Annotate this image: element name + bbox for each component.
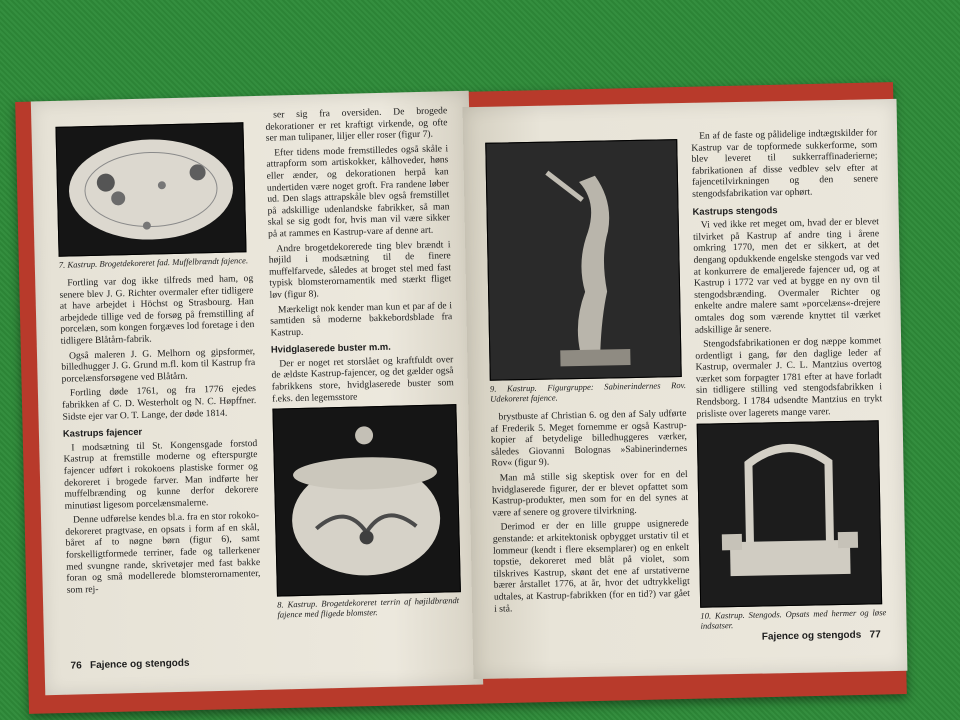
figure-8-terrine-photo — [272, 404, 461, 596]
right-column-1 — [485, 139, 690, 618]
section-heading-buster: Hvidglaserede buster m.m. — [270, 341, 391, 355]
left-column-1 — [55, 122, 260, 599]
right-page-footer — [762, 629, 881, 642]
paragraph: Stengodsfabrikationen er dog næppe kommet ordentligt i gang, før den daglige leder af Kastrup, overmaler J. C. L. Mantzius overtog værket som forpagter 1781 efter at have forladt sin tidligere stilling ved stengodsfabrikken i Rendsborg. I 1784 udsendte Mantzius en trykt prisliste over lagerets mange varer. — [695, 335, 883, 420]
paragraph: Efter tidens mode fremstilledes også skåle i attrapform som artiskokker, kålhoveder, høns eller ænder, og dekorationen herpå kan undertiden være noget groft. Fra randene løber ud. Den slags attrapskåle blev også fremstillet på adskillige udenlandske fabrikker, så man skal se sig godt for, hvis man vil være sikker på at rammes en Kastrup-vare af denne art. — [266, 143, 450, 240]
right-page — [463, 99, 908, 679]
paragraph: brystbuste af Christian 6. og den af Saly udførte af Frederik 5. Meget fornemme er også Kastrup-kopier af betydelige billedhuggeres værker, således Giovanni Bolognas »Sabinerindernes Rov« (figur 9). — [490, 407, 688, 470]
paragraph: Mærkeligt nok kender man kun et par af de i samtiden så moderne bakkebordsblade fra Kastrup. — [270, 299, 453, 339]
figure-9-sculpture-photo — [485, 139, 682, 381]
left-page — [31, 91, 483, 696]
running-title: Fajence og stengods — [89, 657, 190, 672]
paragraph: I modsætning til St. Kongensgade forstod Kastrup at fremstille moderne og efterspurgte fajencer udført i rokokoens plastiske former og dekoreret i brogede farver. Man indførte her muffelbrænding og kunne derfor dekorere minutiøst ligesom porcelænsmalerne. — [63, 437, 259, 512]
paragraph: Der er noget ret storslået og kraftfuldt over de ældste Kastrup-fajencer, og det gælder også fabrikkens store, hvidglaserede buster som f.eks. den legemsstore — [271, 354, 454, 405]
paragraph: Andre brogetdekorerede ting blev brændt i højild i modsætning til de finere muffelfarvede, således at broget stel med fast typisk blomsterornamentik med stærkt fliget løv (figur 8). — [268, 238, 452, 301]
page-number: 77 — [869, 629, 881, 641]
paragraph: Også maleren J. G. Melhorn og gipsformer, billedhugger J. G. Grund m.fl. kom til Kastrup fra porcelænsforsøgene ved Blåtårn. — [61, 345, 256, 385]
section-heading-stengods: Kastrups stengods — [692, 203, 778, 217]
page-number: 76 — [70, 660, 82, 672]
paragraph: Derimod er der en lille gruppe usignerede genstande: et arkitektonisk opbygget urstativ til et lommeur (kendt i flere eksemplarer) og en enkelt topstie, dekoreret med blåt på violet, som tilskrives Kastrup, skønt det ene af urstativerne bærer årstallet 1776, at år, hvor det udtrykkeligt udtales, at Kastrup-fabrikken (for en tid?) var gået i stå. — [492, 518, 691, 615]
left-column-2 — [265, 105, 460, 628]
figure-8-caption: 8. Kastrup. Brogetdekoreret terrin af højildbrændt fajence med fligede blomster. — [277, 595, 460, 620]
figure-10-caption: 10. Kastrup. Stengods. Opsats med hermer og løse indsatser. — [700, 607, 887, 631]
right-column-2 — [691, 127, 887, 639]
figure-9-caption: 9. Kastrup. Figurgruppe: Sabinerindernes Rov. Udekoreret fajence. — [489, 379, 687, 404]
paragraph: En af de faste og pålidelige indtægtskilder for Kastrup var de topformede sukkerforme, som blev leveret til sukkerraffinaderierne; fabrikationen af disse vedblev selv efter at fajencetilvirkningen og den senere stengodsfabrikation var ophørt. — [691, 127, 879, 200]
paragraph: Vi ved ikke ret meget om, hvad der er blevet tilvirket på Kastrup af andre ting i årene omkring 1770, men det er sikkert, at det dengang opdukkende engelske stengods var ved at konkurrere de emaljerede fajencer ud, og at Kastrup i 1772 var ved at bygge en ny ovn til stengodsbrænding. Overmaler Richter og enkelte andre malere samt »porcelæns«-drejere omtales dog som værende knyttet til værket adskillige år senere. — [692, 216, 881, 336]
section-heading-fajencer: Kastrups fajencer — [62, 425, 143, 439]
paragraph: ser sig fra oversiden. De brogede dekorationer er ret kraftigt virkende, og ofte ser man tulipaner, liljer eller roser (figur 7). — [265, 105, 448, 144]
paragraph: Denne udførelse kendes bl.a. fra en stor rokoko-dekoreret pragtvase, en opsats i form af en skål, båret af to nøgne børn (figur 6), samt forskelligtformede terriner, fade og tallerkener med svungne rande, skrivetøjer med fast bakke foran og små modellerede blomsterornamenter, som rej- — [65, 510, 261, 596]
figure-7-platter-photo — [55, 122, 246, 257]
running-title: Fajence og stengods — [761, 629, 862, 643]
paragraph: Fortling var dog ikke tilfreds med ham, og senere blev J. G. Richter overmaler efter tidligere at have arbejdet i Höchst og Strasbourg. Han arbejdede tillige ved de forsøg på fremstilling af porcelæn, som kongen forgæves lod foretage i den tidligere Blåtårn-fabrik. — [59, 273, 255, 347]
paragraph: Man må stille sig skeptisk over for en del hvidglaserede figurer, der er blevet opfattet som Kastrup-produkter, men som for en del synes at være af senere og grovere tilvirkning. — [491, 468, 689, 519]
figure-7-caption: 7. Kastrup. Brogetdekoreret fad. Muffelbrændt fajence. — [58, 255, 249, 270]
left-page-footer — [70, 658, 189, 672]
paragraph: Fortling døde 1761, og fra 1776 ejedes fabrikken af C. D. Westerholt og N. C. Høpffner. Sidste ejer var O. T. Lange, der døde 1814. — [62, 383, 257, 423]
figure-10-stoneware-photo — [697, 421, 882, 608]
